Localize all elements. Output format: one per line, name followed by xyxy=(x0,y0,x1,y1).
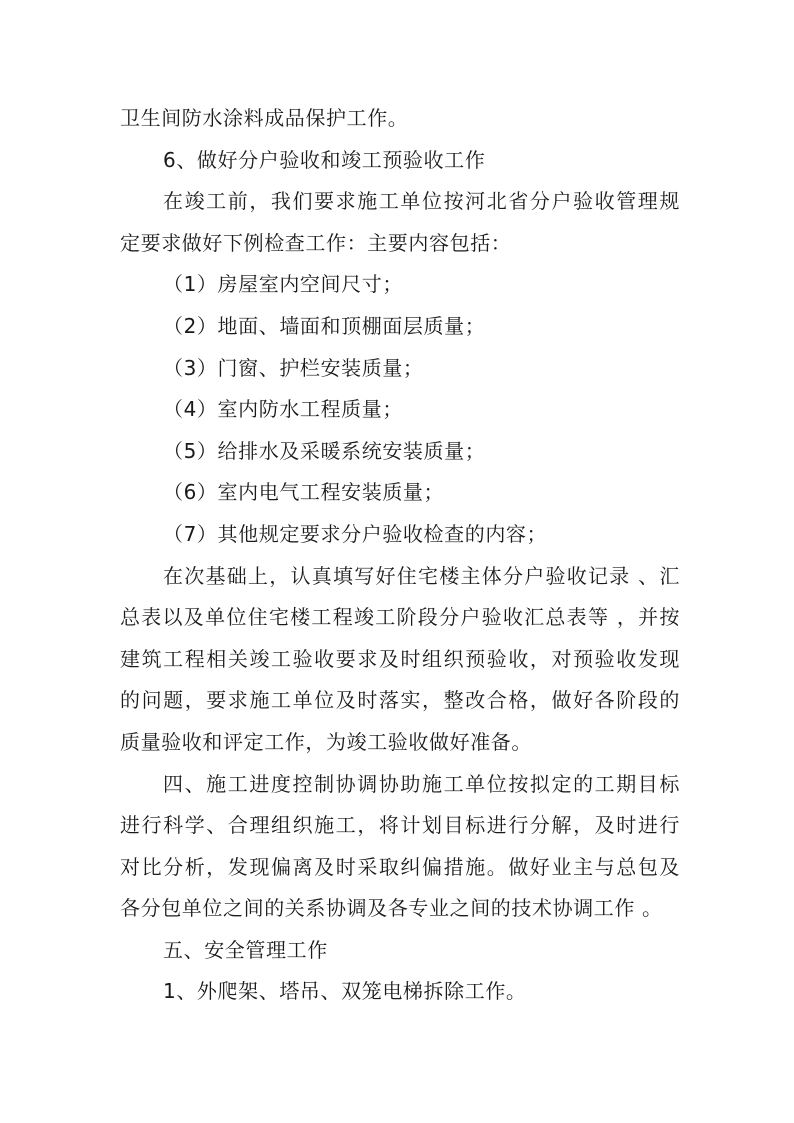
list-item: （6）室内电气工程安装质量； xyxy=(163,480,445,505)
paragraph-line: 在竣工前，我们要求施工单位按河北省分户验收管理规 xyxy=(163,189,680,214)
list-item: （5）给排水及采暖系统安装质量； xyxy=(163,438,486,463)
paragraph-line: 建筑工程相关竣工验收要求及时组织预验收，对预验收发现 xyxy=(120,646,680,671)
section-heading: 五、安全管理工作 xyxy=(163,937,328,962)
paragraph-line: 进行科学、合理组织施工，将计划目标进行分解，及时进行 xyxy=(120,813,680,838)
list-item: （2）地面、墙面和顶棚面层质量； xyxy=(163,313,486,338)
paragraph-line: 总表以及单位住宅楼工程竣工阶段分户验收汇总表等 ，并按 xyxy=(120,605,680,630)
paragraph-line: 各分包单位之间的关系协调及各专业之间的技术协调工作 。 xyxy=(120,896,663,921)
paragraph-line: 的问题，要求施工单位及时落实，整改合格，做好各阶段的 xyxy=(120,688,680,713)
paragraph-line: 在次基础上，认真填写好住宅楼主体分户验收记录 、汇 xyxy=(163,563,680,588)
section-heading: 6、做好分户验收和竣工预验收工作 xyxy=(163,147,486,172)
list-item: （1）房屋室内空间尺寸； xyxy=(163,272,403,297)
list-item: （4）室内防水工程质量； xyxy=(163,397,403,422)
document-body xyxy=(120,98,680,1013)
section-heading: 1、外爬架、塔吊、双笼电梯拆除工作。 xyxy=(163,979,527,1004)
paragraph-line: 对比分析，发现偏离及时采取纠偏措施。做好业主与总包及 xyxy=(120,854,680,879)
paragraph-line: 卫生间防水涂料成品保护工作。 xyxy=(120,106,409,130)
list-item: （3）门窗、护栏安装质量； xyxy=(163,355,424,380)
paragraph-line: 质量验收和评定工作，为竣工验收做好准备。 xyxy=(120,729,532,754)
paragraph-line: 定要求做好下例检查工作：主要内容包括： xyxy=(120,230,512,255)
paragraph-line: 四、施工进度控制协调协助施工单位按拟定的工期目标 xyxy=(163,771,680,796)
list-item: （7）其他规定要求分户验收检查的内容； xyxy=(163,521,548,546)
